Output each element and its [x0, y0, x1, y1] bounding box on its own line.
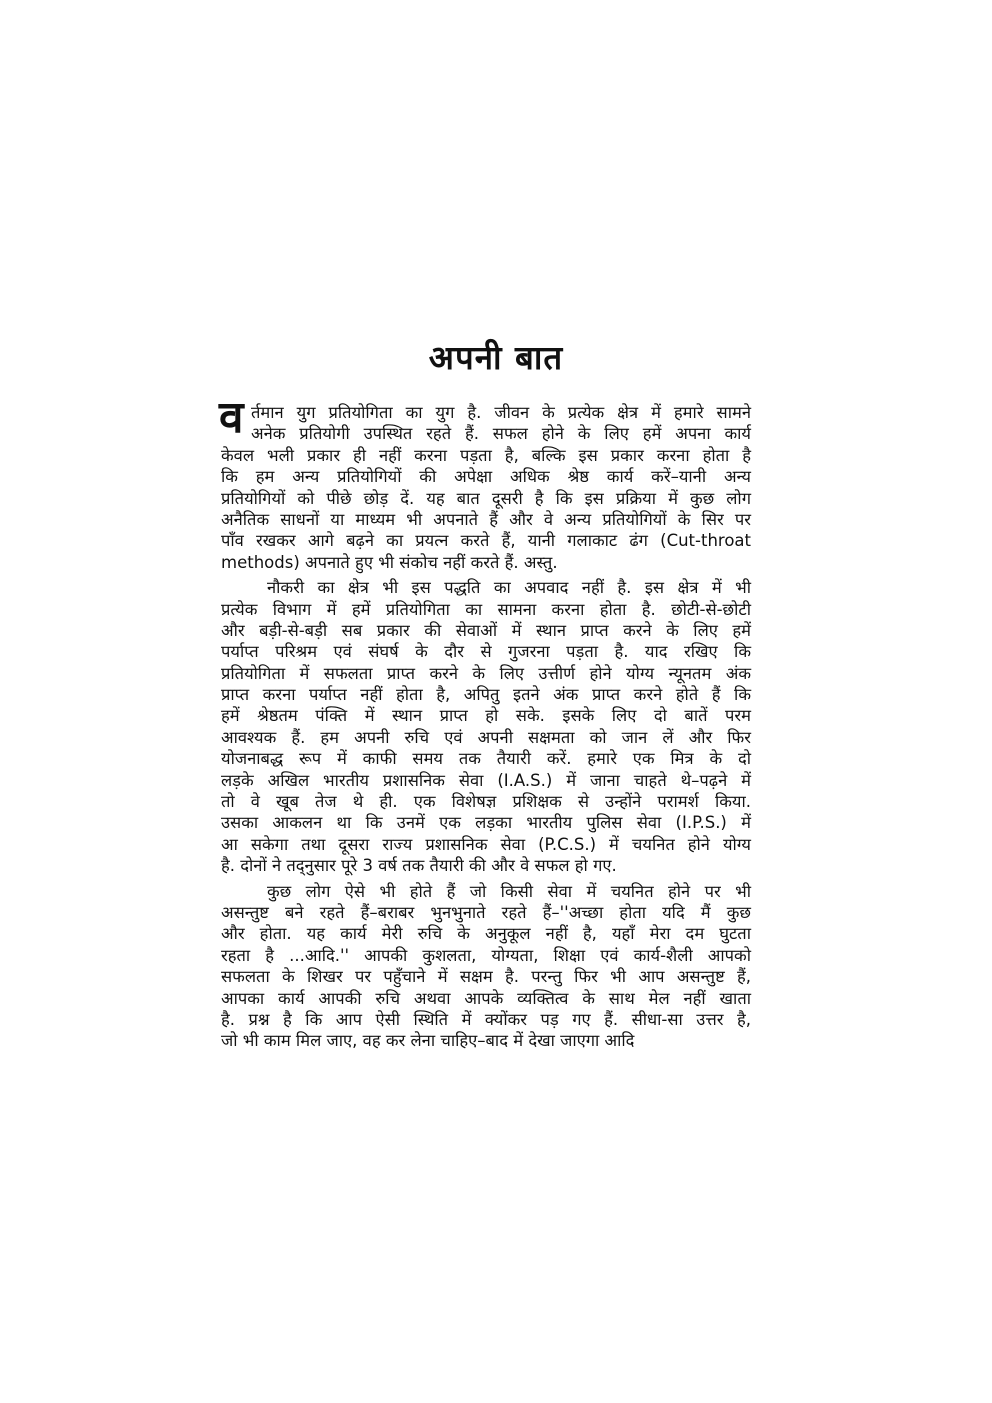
text-line: केवल भली प्रकार ही नहीं करना पड़ता है, बल्कि इस प्रकार करना होता है: [221, 445, 751, 465]
page-title: अपनी बात: [428, 338, 564, 377]
text-line: और बड़ी-से-बड़ी सब प्रकार की सेवाओं में स्थान प्राप्त करने के लिए हमें: [221, 620, 751, 640]
text-line: अनैतिक साधनों या माध्यम भी अपनाते हैं और वे अन्य प्रतियोगियों के सिर पर: [221, 509, 751, 529]
text-line: और होता. यह कार्य मेरी रुचि के अनुकूल नहीं है, यहाँ मेरा दम घुटता: [221, 924, 751, 944]
drop-cap: व: [219, 392, 244, 443]
text-line: नौकरी का क्षेत्र भी इस पद्धति का अपवाद नहीं है. इस क्षेत्र में भी: [267, 578, 751, 598]
text-line: प्रतियोगिता में सफलता प्राप्त करने के लिए उत्तीर्ण होने योग्य न्यूनतम अंक: [221, 663, 751, 683]
text-line: आपका कार्य आपकी रुचि अथवा आपके व्यक्तित्व के साथ मेल नहीं खाता: [221, 988, 751, 1008]
text-line: र्तमान युग प्रतियोगिता का युग है. जीवन के प्रत्येक क्षेत्र में हमारे सामने: [251, 403, 751, 422]
text-line: तो वे खूब तेज थे ही. एक विशेषज्ञ प्रशिक्षक से उन्होंने परामर्श किया.: [221, 792, 751, 812]
text-line: रहता है ...आदि.'' आपकी कुशलता, योग्यता, शिक्षा एवं कार्य-शैली आपको: [221, 945, 751, 965]
text-line: आवश्यक हैं. हम अपनी रुचि एवं अपनी सक्षमता को जान लें और फिर: [221, 727, 751, 747]
text-line: लड़के अखिल भारतीय प्रशासनिक सेवा (I.A.S.) में जाना चाहते थे–पढ़ने में: [221, 770, 751, 790]
text-line: पर्याप्त परिश्रम एवं संघर्ष के दौर से गुजरना पड़ता है. याद रखिए कि: [221, 642, 751, 662]
paragraph: [221, 577, 751, 876]
text-line: हमें श्रेष्ठतम पंक्ति में स्थान प्राप्त हो सके. इसके लिए दो बातें परम: [221, 706, 751, 726]
text-line: योजनाबद्ध रूप में काफी समय तक तैयारी करें. हमारे एक मित्र के दो: [221, 749, 751, 769]
text-line: आ सकेगा तथा दूसरा राज्य प्रशासनिक सेवा (P.C.S.) में चयनित होने योग्य: [221, 834, 751, 854]
text-line: कुछ लोग ऐसे भी होते हैं जो किसी सेवा में चयनित होने पर भी: [267, 881, 751, 901]
text-line: प्रत्येक विभाग में हमें प्रतियोगिता का सामना करना होता है. छोटी-से-छोटी: [221, 599, 751, 619]
text-line: है. दोनों ने तद्नुसार पूरे 3 वर्ष तक तैयारी की और वे सफल हो गए.: [221, 856, 617, 876]
text-line: जो भी काम मिल जाए, वह कर लेना चाहिए–बाद में देखा जाएगा आदि: [221, 1031, 635, 1051]
text-line: असन्तुष्ट बने रहते हैं–बराबर भुनभुनाते रहते हैं–''अच्छा होता यदि मैं कुछ: [221, 902, 751, 922]
text-line: प्रतियोगियों को पीछे छोड़ दें. यह बात दूसरी है कि इस प्रक्रिया में कुछ लोग: [221, 488, 751, 508]
paragraph: [219, 392, 751, 573]
text-line: methods) अपनाते हुए भी संकोच नहीं करते हैं. अस्तु.: [221, 552, 558, 572]
paragraph: [221, 881, 751, 1052]
text-line: प्राप्त करना पर्याप्त नहीं होता है, अपितु इतने अंक प्राप्त करने होते हैं कि: [221, 685, 751, 705]
text-line: उसका आकलन था कि उनमें एक लड़का भारतीय पुलिस सेवा (I.P.S.) में: [221, 813, 751, 833]
text-line: सफलता के शिखर पर पहुँचाने में सक्षम है. परन्तु फिर भी आप असन्तुष्ट हैं,: [221, 967, 751, 987]
text-line: है. प्रश्न है कि आप ऐसी स्थिति में क्योंकर पड़ गए हैं. सीधा-सा उत्तर है,: [221, 1009, 751, 1029]
text-line: पाँव रखकर आगे बढ़ने का प्रयत्न करते हैं, यानी गलाकाट ढंग (Cut-throat: [221, 531, 751, 551]
text-line: अनेक प्रतियोगी उपस्थित रहते हैं. सफल होने के लिए हमें अपना कार्य: [251, 424, 751, 444]
text-line: कि हम अन्य प्रतियोगियों की अपेक्षा अधिक श्रेष्ठ कार्य करें–यानी अन्य: [221, 467, 751, 487]
document-body: [219, 392, 751, 1056]
